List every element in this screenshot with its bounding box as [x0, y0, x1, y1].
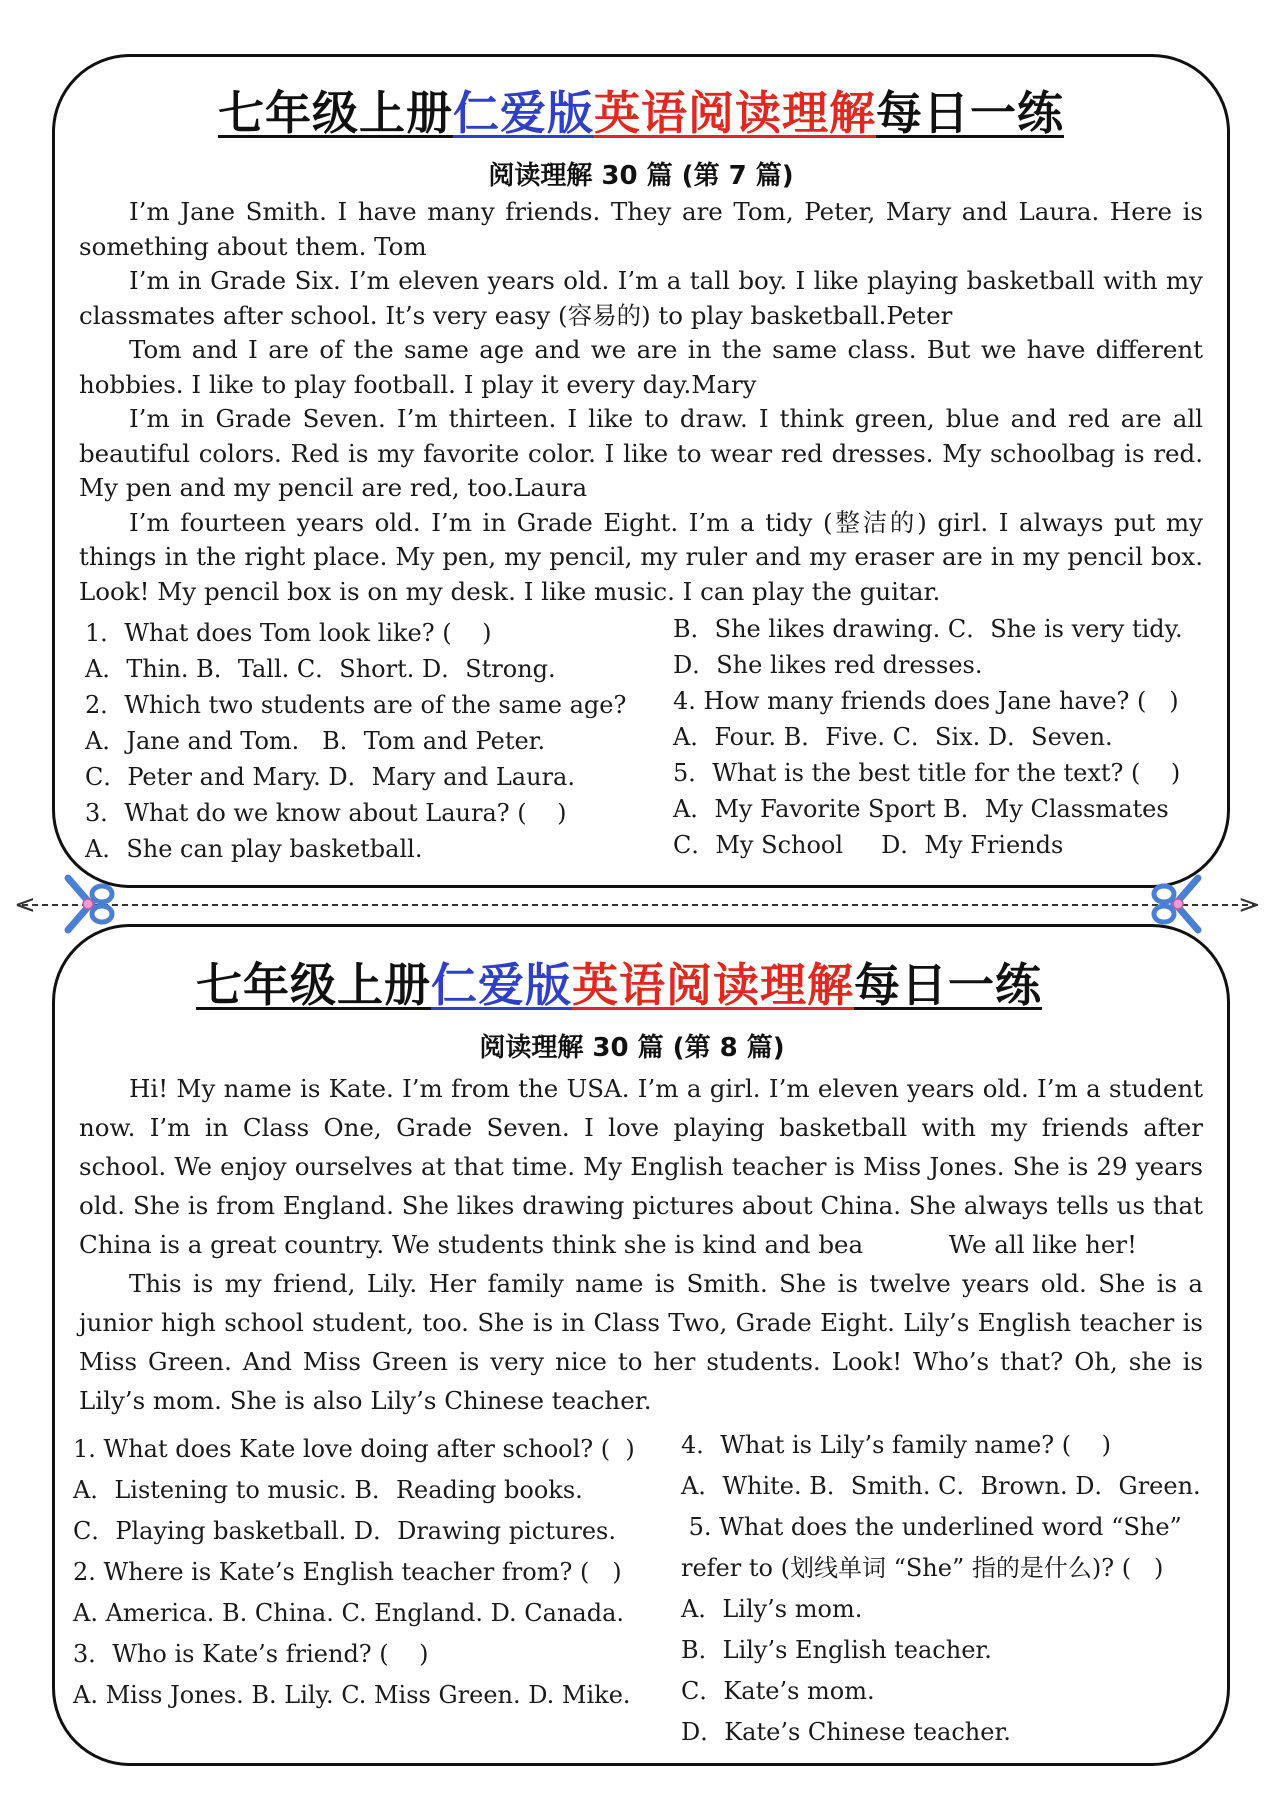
question-line: 1．What does Tom look like? ( ) — [85, 619, 492, 647]
question-line: 1. What does Kate love doing after school? ( ) — [73, 1435, 635, 1463]
question-line: A．Listening to music. B．Reading books. — [73, 1476, 583, 1504]
title-grade: 七年级上册 — [218, 86, 453, 140]
questions-right-column — [673, 611, 1183, 863]
question-line: 4．What is Lily’s family name? ( ) — [681, 1431, 1111, 1459]
title-edition: 仁爱版 — [431, 958, 572, 1012]
passage-paragraph: Tom and I are of the same age and we are in the same class. But we have different hobbies. I like to play football. I play it every day.Mary — [79, 335, 1203, 399]
question-line: A．White. B．Smith. C．Brown. D．Green. — [681, 1472, 1201, 1500]
question-line: B．She likes drawing. C．She is very tidy. — [673, 615, 1183, 643]
question-line: A．Four. B．Five. C．Six. D．Seven. — [673, 723, 1113, 751]
title-subject: 英语阅读理解 — [594, 86, 876, 140]
question-line: A. Miss Jones. B. Lily. C. Miss Green. D. Mike. — [73, 1681, 631, 1709]
title-daily: 每日一练 — [876, 86, 1064, 140]
arrow-right-icon: > — [1238, 890, 1260, 920]
title-grade: 七年级上册 — [196, 958, 431, 1012]
question-line: C．Peter and Mary. D．Mary and Laura. — [85, 763, 575, 791]
questions-left-column — [85, 615, 626, 867]
question-line: A．Thin. B．Tall. C．Short. D．Strong. — [85, 655, 556, 683]
reading-passage — [79, 1069, 1203, 1420]
question-line: C．My School D．My Friends — [673, 831, 1064, 859]
question-line: A．Lily’s mom. — [681, 1595, 863, 1623]
reading-passage — [79, 195, 1203, 609]
passage-paragraph: Hi! My name is Kate. I’m from the USA. I’m a girl. I’m eleven years old. I’m a student now. I’m in Class One, Grade Seven. I love playing basketball with my friends after school. We enjoy ourselves at that time. My English teacher is Miss Jones. She is 29 years old. She is from England. She likes drawing pictures about China. She always tells us that China is a great country. We students think she is kind and bea We all like her! — [79, 1074, 1203, 1259]
title-subject: 英语阅读理解 — [572, 958, 854, 1012]
question-line: 5．What is the best title for the text? ( ) — [673, 759, 1181, 787]
reading-card-7 — [52, 54, 1230, 888]
question-line: A．My Favorite Sport B．My Classmates — [673, 795, 1169, 823]
question-line: D．She likes red dresses. — [673, 651, 983, 679]
reading-card-8 — [52, 924, 1230, 1766]
title-daily: 每日一练 — [854, 958, 1042, 1012]
worksheet-title — [11, 949, 1227, 1015]
question-line: A．She can play basketball. — [85, 835, 423, 863]
question-line: C．Playing basketball. D．Drawing pictures. — [73, 1517, 616, 1545]
question-line: 2. Where is Kate’s English teacher from? ( ) — [73, 1558, 622, 1586]
question-line: C．Kate’s mom. — [681, 1677, 875, 1705]
worksheet-title — [55, 77, 1227, 143]
question-line: D．Kate’s Chinese teacher. — [681, 1718, 1011, 1746]
question-line: 2．Which two students are of the same age? — [85, 691, 627, 719]
question-line: 4. How many friends does Jane have? ( ) — [673, 687, 1179, 715]
title-edition: 仁爱版 — [453, 86, 594, 140]
questions-right-column — [681, 1425, 1201, 1753]
passage-paragraph: I’m in Grade Seven. I’m thirteen. I like to draw. I think green, blue and red are all beautiful colors. Red is my favorite color. I like to wear red dresses. My schoolbag is red. My pen and my pencil are red, too.Laura — [79, 404, 1203, 502]
passage-paragraph: This is my friend, Lily. Her family name is Smith. She is twelve years old. She is a junior high school student, too. She is in Class Two, Grade Eight. Lily’s English teacher is Miss Green. And Miss Green is very nice to her students. Look! Who’s that? Oh, she is Lily’s mom. She is also Lily’s Chinese teacher. — [79, 1269, 1203, 1415]
worksheet-subtitle: 阅读理解 30 篇 (第 7 篇) — [488, 161, 794, 191]
worksheet-subtitle: 阅读理解 30 篇 (第 8 篇) — [479, 1033, 785, 1063]
question-line: 3．What do we know about Laura? ( ) — [85, 799, 567, 827]
passage-paragraph: I’m fourteen years old. I’m in Grade Eight. I’m a tidy (整洁的) girl. I always put my things in the right place. My pen, my pencil, my ruler and my eraser are in my pencil box. Look! My pencil box is on my desk. I like music. I can play the guitar. — [79, 507, 1203, 606]
cut-line — [22, 904, 1258, 908]
question-line: 5. What does the underlined word “She” — [681, 1513, 1182, 1541]
arrow-left-icon: < — [14, 890, 36, 920]
passage-paragraph: I’m in Grade Six. I’m eleven years old. I’m a tall boy. I like playing basketball with my classmates after school. It’s very easy (容易的) to play basketball.Peter — [79, 266, 1203, 330]
question-line: refer to (划线单词 “She” 指的是什么)? ( ) — [681, 1554, 1164, 1582]
passage-paragraph: I’m Jane Smith. I have many friends. They are Tom, Peter, Mary and Laura. Here is something about them. Tom — [79, 197, 1203, 261]
question-line: A. America. B. China. C. England. D. Canada. — [73, 1599, 625, 1627]
question-line: A．Jane and Tom. B．Tom and Peter. — [85, 727, 546, 755]
questions-left-column — [73, 1429, 635, 1716]
question-line: 3．Who is Kate’s friend? ( ) — [73, 1640, 429, 1668]
question-line: B．Lily’s English teacher. — [681, 1636, 992, 1664]
